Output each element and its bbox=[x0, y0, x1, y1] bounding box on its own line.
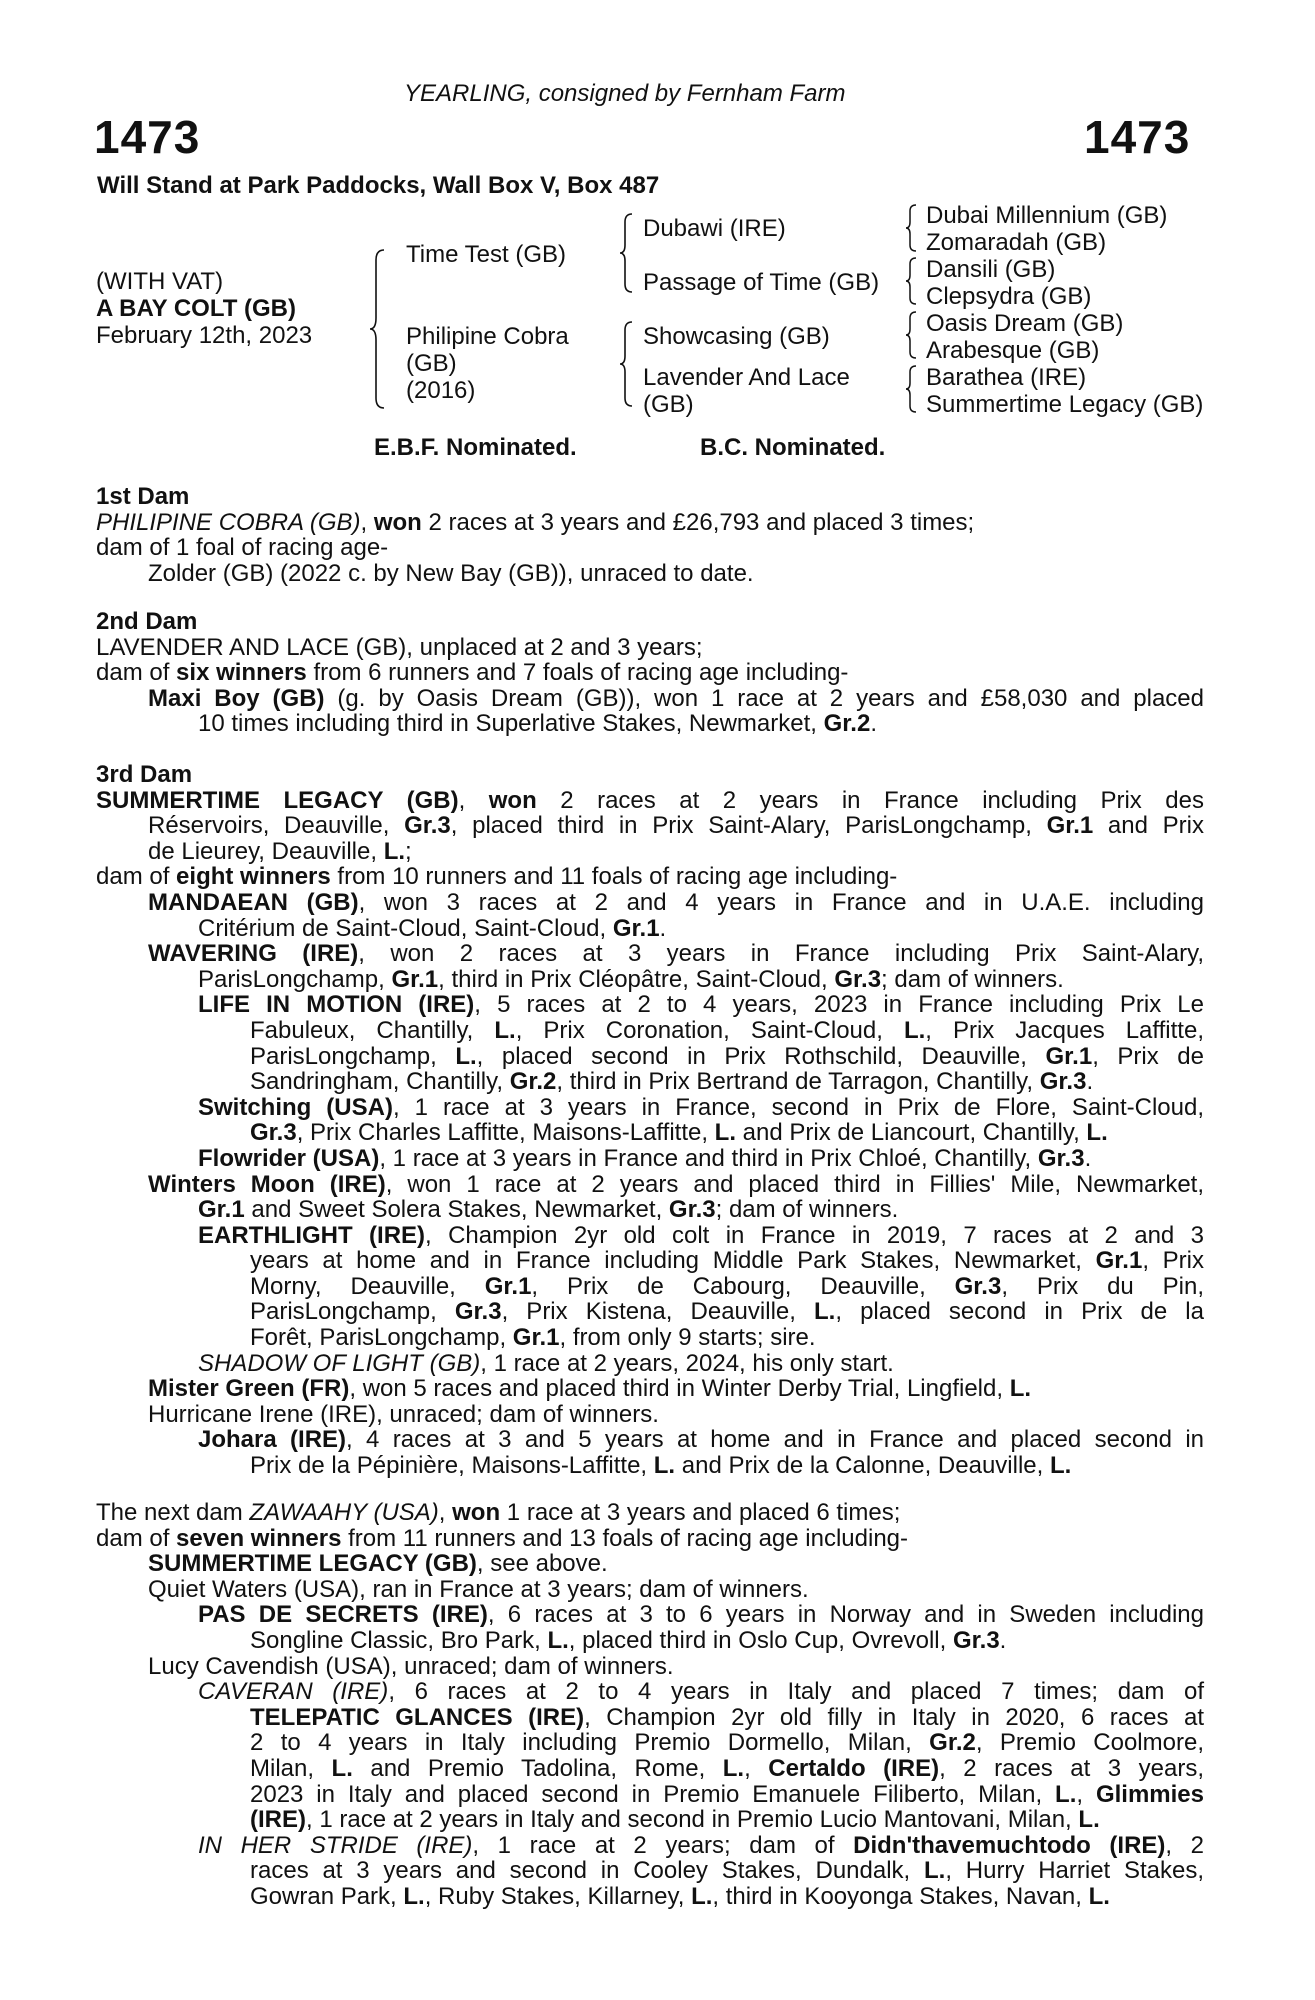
sire-dam: Passage of Time (GB) bbox=[643, 269, 880, 296]
next-dam-summary: The next dam ZAWAAHY (USA), won 1 race at 3 years and placed 6 times; bbox=[96, 1499, 901, 1526]
next-produce-pas-de-secrets-2: Songline Classic, Bro Park, L., placed third in Oslo Cup, Ovrevoll, Gr.3. bbox=[250, 1626, 1007, 1654]
stand-location: Will Stand at Park Paddocks, Wall Box V, Box 487 bbox=[97, 172, 660, 199]
produce-life-in-motion-4: Sandringham, Chantilly, Gr.2, third in Prix Bertrand de Tarragon, Chantilly, Gr.3. bbox=[250, 1068, 1094, 1096]
next-produce-pas-de-secrets: PAS DE SECRETS (IRE), 6 races at 3 to 6 years in Norway and in Sweden including bbox=[198, 1601, 1204, 1629]
pedigree-brace-dam bbox=[618, 320, 636, 408]
next-produce-in-her-stride-2: races at 3 years and second in Cooley Stakes, Dundalk, L., Hurry Harriet Stakes, bbox=[250, 1857, 1205, 1885]
horse-name: A BAY COLT (GB) bbox=[96, 295, 297, 322]
next-dam-foals: dam of seven winners from 11 runners and 13 foals of racing age including- bbox=[96, 1524, 909, 1552]
produce-earthlight-3: Morny, Deauville, Gr.1, Prix de Cabourg, Deauville, Gr.3, Prix du Pin, bbox=[250, 1272, 1205, 1300]
pedigree-brace-sire bbox=[618, 212, 636, 294]
gen3-dds: Barathea (IRE) bbox=[926, 364, 1087, 391]
next-produce-caveran-5: 2023 in Italy and placed second in Premio Emanuele Filiberto, Milan, L., Glimmies bbox=[250, 1780, 1204, 1808]
produce-earthlight-2: years at home and in France including Middle Park Stakes, Newmarket, Gr.1, Prix bbox=[250, 1247, 1205, 1275]
next-produce-caveran: CAVERAN (IRE), 6 races at 2 to 4 years in Italy and placed 7 times; dam of bbox=[198, 1678, 1205, 1706]
produce-johara: Johara (IRE), 4 races at 3 and 5 years at home and in France and placed second in bbox=[198, 1426, 1204, 1454]
lot-number-left: 1473 bbox=[94, 111, 201, 163]
first-dam-produce: Zolder (GB) (2022 c. by New Bay (GB)), unraced to date. bbox=[148, 559, 754, 587]
first-dam-summary: PHILIPINE COBRA (GB), won 2 races at 3 years and £26,793 and placed 3 times; bbox=[96, 508, 975, 536]
second-dam-summary: LAVENDER AND LACE (GB), unplaced at 2 and 3 years; bbox=[96, 633, 703, 661]
first-dam-foals: dam of 1 foal of racing age- bbox=[96, 534, 389, 562]
second-dam-produce: Maxi Boy (GB) (g. by Oasis Dream (GB)), won 1 race at 2 years and £58,030 and placed bbox=[148, 684, 1204, 712]
bc-nomination: B.C. Nominated. bbox=[700, 434, 886, 461]
pedigree-brace-ss bbox=[904, 203, 920, 253]
ebf-nomination: E.B.F. Nominated. bbox=[374, 434, 577, 461]
produce-shadow-of-light: SHADOW OF LIGHT (GB), 1 race at 2 years, 2024, his only start. bbox=[198, 1349, 894, 1377]
sire-sire: Dubawi (IRE) bbox=[643, 215, 786, 242]
third-dam-section bbox=[96, 762, 1204, 1479]
produce-hurricane-irene: Hurricane Irene (IRE), unraced; dam of winners. bbox=[148, 1400, 659, 1428]
produce-life-in-motion-3: ParisLongchamp, L., placed second in Prix Rothschild, Deauville, Gr.1, Prix de bbox=[250, 1042, 1204, 1070]
gen3-sdd: Clepsydra (GB) bbox=[926, 283, 1092, 310]
produce-switching: Switching (USA), 1 race at 3 years in France, second in Prix de Flore, Saint-Cloud, bbox=[198, 1093, 1204, 1121]
third-dam-summary-2: Réservoirs, Deauville, Gr.3, placed third in Prix Saint-Alary, ParisLongchamp, Gr.1 and Prix bbox=[148, 812, 1204, 840]
produce-winters-moon-2: Gr.1 and Sweet Solera Stakes, Newmarket, Gr.3; dam of winners. bbox=[198, 1196, 899, 1224]
produce-life-in-motion: LIFE IN MOTION (IRE), 5 races at 2 to 4 years, 2023 in France including Prix Le bbox=[198, 991, 1204, 1019]
first-dam-name: PHILIPINE COBRA (GB) bbox=[96, 508, 361, 536]
next-dam-section bbox=[96, 1500, 1204, 1910]
third-dam-heading: 3rd Dam bbox=[96, 761, 193, 788]
produce-earthlight: EARTHLIGHT (IRE), Champion 2yr old colt in France in 2019, 7 races at 2 and 3 bbox=[198, 1221, 1205, 1249]
page-headline: YEARLING, consigned by Fernham Farm bbox=[404, 80, 846, 107]
produce-life-in-motion-2: Fabuleux, Chantilly, L., Prix Coronation, Saint-Cloud, L., Prix Jacques Laffitte, bbox=[250, 1016, 1204, 1044]
second-dam-produce-cont: 10 times including third in Superlative Stakes, Newmarket, Gr.2. bbox=[198, 710, 877, 738]
dam-sire: Showcasing (GB) bbox=[643, 323, 830, 350]
produce-winters-moon: Winters Moon (IRE), won 1 race at 2 years and placed third in Fillies' Mile, Newmarket, bbox=[148, 1170, 1204, 1198]
produce-mister-green: Mister Green (FR), won 5 races and placed third in Winter Derby Trial, Lingfield, L. bbox=[148, 1375, 1032, 1403]
gen3-ssd: Zomaradah (GB) bbox=[926, 229, 1107, 256]
produce-flowrider: Flowrider (USA), 1 race at 3 years in France and third in Prix Chloé, Chantilly, Gr.3. bbox=[198, 1144, 1092, 1172]
next-produce-lucy-cavendish: Lucy Cavendish (USA), unraced; dam of winners. bbox=[148, 1652, 674, 1680]
dam-line2: (GB) bbox=[406, 350, 457, 377]
next-produce-caveran-2: TELEPATIC GLANCES (IRE), Champion 2yr old filly in Italy in 2020, 6 races at bbox=[250, 1703, 1204, 1731]
third-dam-foals: dam of eight winners from 10 runners and 11 foals of racing age including- bbox=[96, 863, 898, 891]
next-produce-caveran-3: 2 to 4 years in Italy including Premio Dormello, Milan, Gr.2, Premio Coolmore, bbox=[250, 1729, 1204, 1757]
next-produce-in-her-stride: IN HER STRIDE (IRE), 1 race at 2 years; dam of Didn'thavemuchtodo (IRE), 2 bbox=[198, 1831, 1204, 1859]
gen3-dss: Oasis Dream (GB) bbox=[926, 310, 1124, 337]
second-dam-foals: dam of six winners from 6 runners and 7 foals of racing age including- bbox=[96, 659, 849, 687]
pedigree-brace-ds bbox=[904, 310, 920, 360]
produce-mandaean-2: Critérium de Saint-Cloud, Saint-Cloud, Gr.1. bbox=[198, 914, 667, 942]
produce-mandaean: MANDAEAN (GB), won 3 races at 2 and 4 years in France and in U.A.E. including bbox=[148, 888, 1204, 916]
dam-line3: (2016) bbox=[406, 377, 476, 404]
next-produce-caveran-6: (IRE), 1 race at 2 years in Italy and second in Premio Lucio Mantovani, Milan, L. bbox=[250, 1806, 1100, 1834]
foaling-date: February 12th, 2023 bbox=[96, 322, 313, 349]
gen3-sds: Dansili (GB) bbox=[926, 256, 1056, 283]
produce-earthlight-5: Forêt, ParisLongchamp, Gr.1, from only 9 starts; sire. bbox=[250, 1324, 816, 1352]
second-dam-section bbox=[96, 609, 1204, 737]
gen3-sss: Dubai Millennium (GB) bbox=[926, 202, 1168, 229]
pedigree-brace-dd bbox=[904, 364, 920, 414]
produce-earthlight-4: ParisLongchamp, Gr.3, Prix Kistena, Deauville, L., placed second in Prix de la bbox=[250, 1298, 1204, 1326]
dam-line1: Philipine Cobra bbox=[406, 323, 569, 350]
lot-number-right: 1473 bbox=[1084, 111, 1191, 163]
dam-dam-line2: (GB) bbox=[643, 391, 694, 418]
vat-note: (WITH VAT) bbox=[96, 268, 224, 295]
next-produce-summertime: SUMMERTIME LEGACY (GB), see above. bbox=[148, 1550, 608, 1578]
first-dam-heading: 1st Dam bbox=[96, 483, 190, 510]
next-produce-quiet-waters: Quiet Waters (USA), ran in France at 3 years; dam of winners. bbox=[148, 1575, 809, 1603]
next-produce-caveran-4: Milan, L. and Premio Tadolina, Rome, L., Certaldo (IRE), 2 races at 3 years, bbox=[250, 1754, 1205, 1782]
pedigree-brace-sd bbox=[904, 256, 920, 306]
sire: Time Test (GB) bbox=[406, 241, 567, 268]
produce-wavering-2: ParisLongchamp, Gr.1, third in Prix Cléopâtre, Saint-Cloud, Gr.3; dam of winners. bbox=[198, 965, 1064, 993]
second-dam-heading: 2nd Dam bbox=[96, 608, 198, 635]
pedigree-brace-gen1 bbox=[368, 248, 388, 410]
next-produce-in-her-stride-3: Gowran Park, L., Ruby Stakes, Killarney, L., third in Kooyonga Stakes, Navan, L. bbox=[250, 1882, 1110, 1910]
first-dam-section bbox=[96, 484, 1204, 586]
produce-switching-2: Gr.3, Prix Charles Laffitte, Maisons-Laffitte, L. and Prix de Liancourt, Chantilly, L. bbox=[250, 1119, 1108, 1147]
third-dam-summary-3: de Lieurey, Deauville, L.; bbox=[148, 837, 412, 865]
third-dam-summary: SUMMERTIME LEGACY (GB), won 2 races at 2 years in France including Prix des bbox=[96, 786, 1204, 814]
produce-johara-2: Prix de la Pépinière, Maisons-Laffitte, L. and Prix de la Calonne, Deauville, L. bbox=[250, 1452, 1072, 1480]
gen3-dsd: Arabesque (GB) bbox=[926, 337, 1100, 364]
gen3-ddd: Summertime Legacy (GB) bbox=[926, 391, 1204, 418]
produce-wavering: WAVERING (IRE), won 2 races at 3 years in France including Prix Saint-Alary, bbox=[148, 940, 1204, 968]
dam-dam-line1: Lavender And Lace bbox=[643, 364, 850, 391]
